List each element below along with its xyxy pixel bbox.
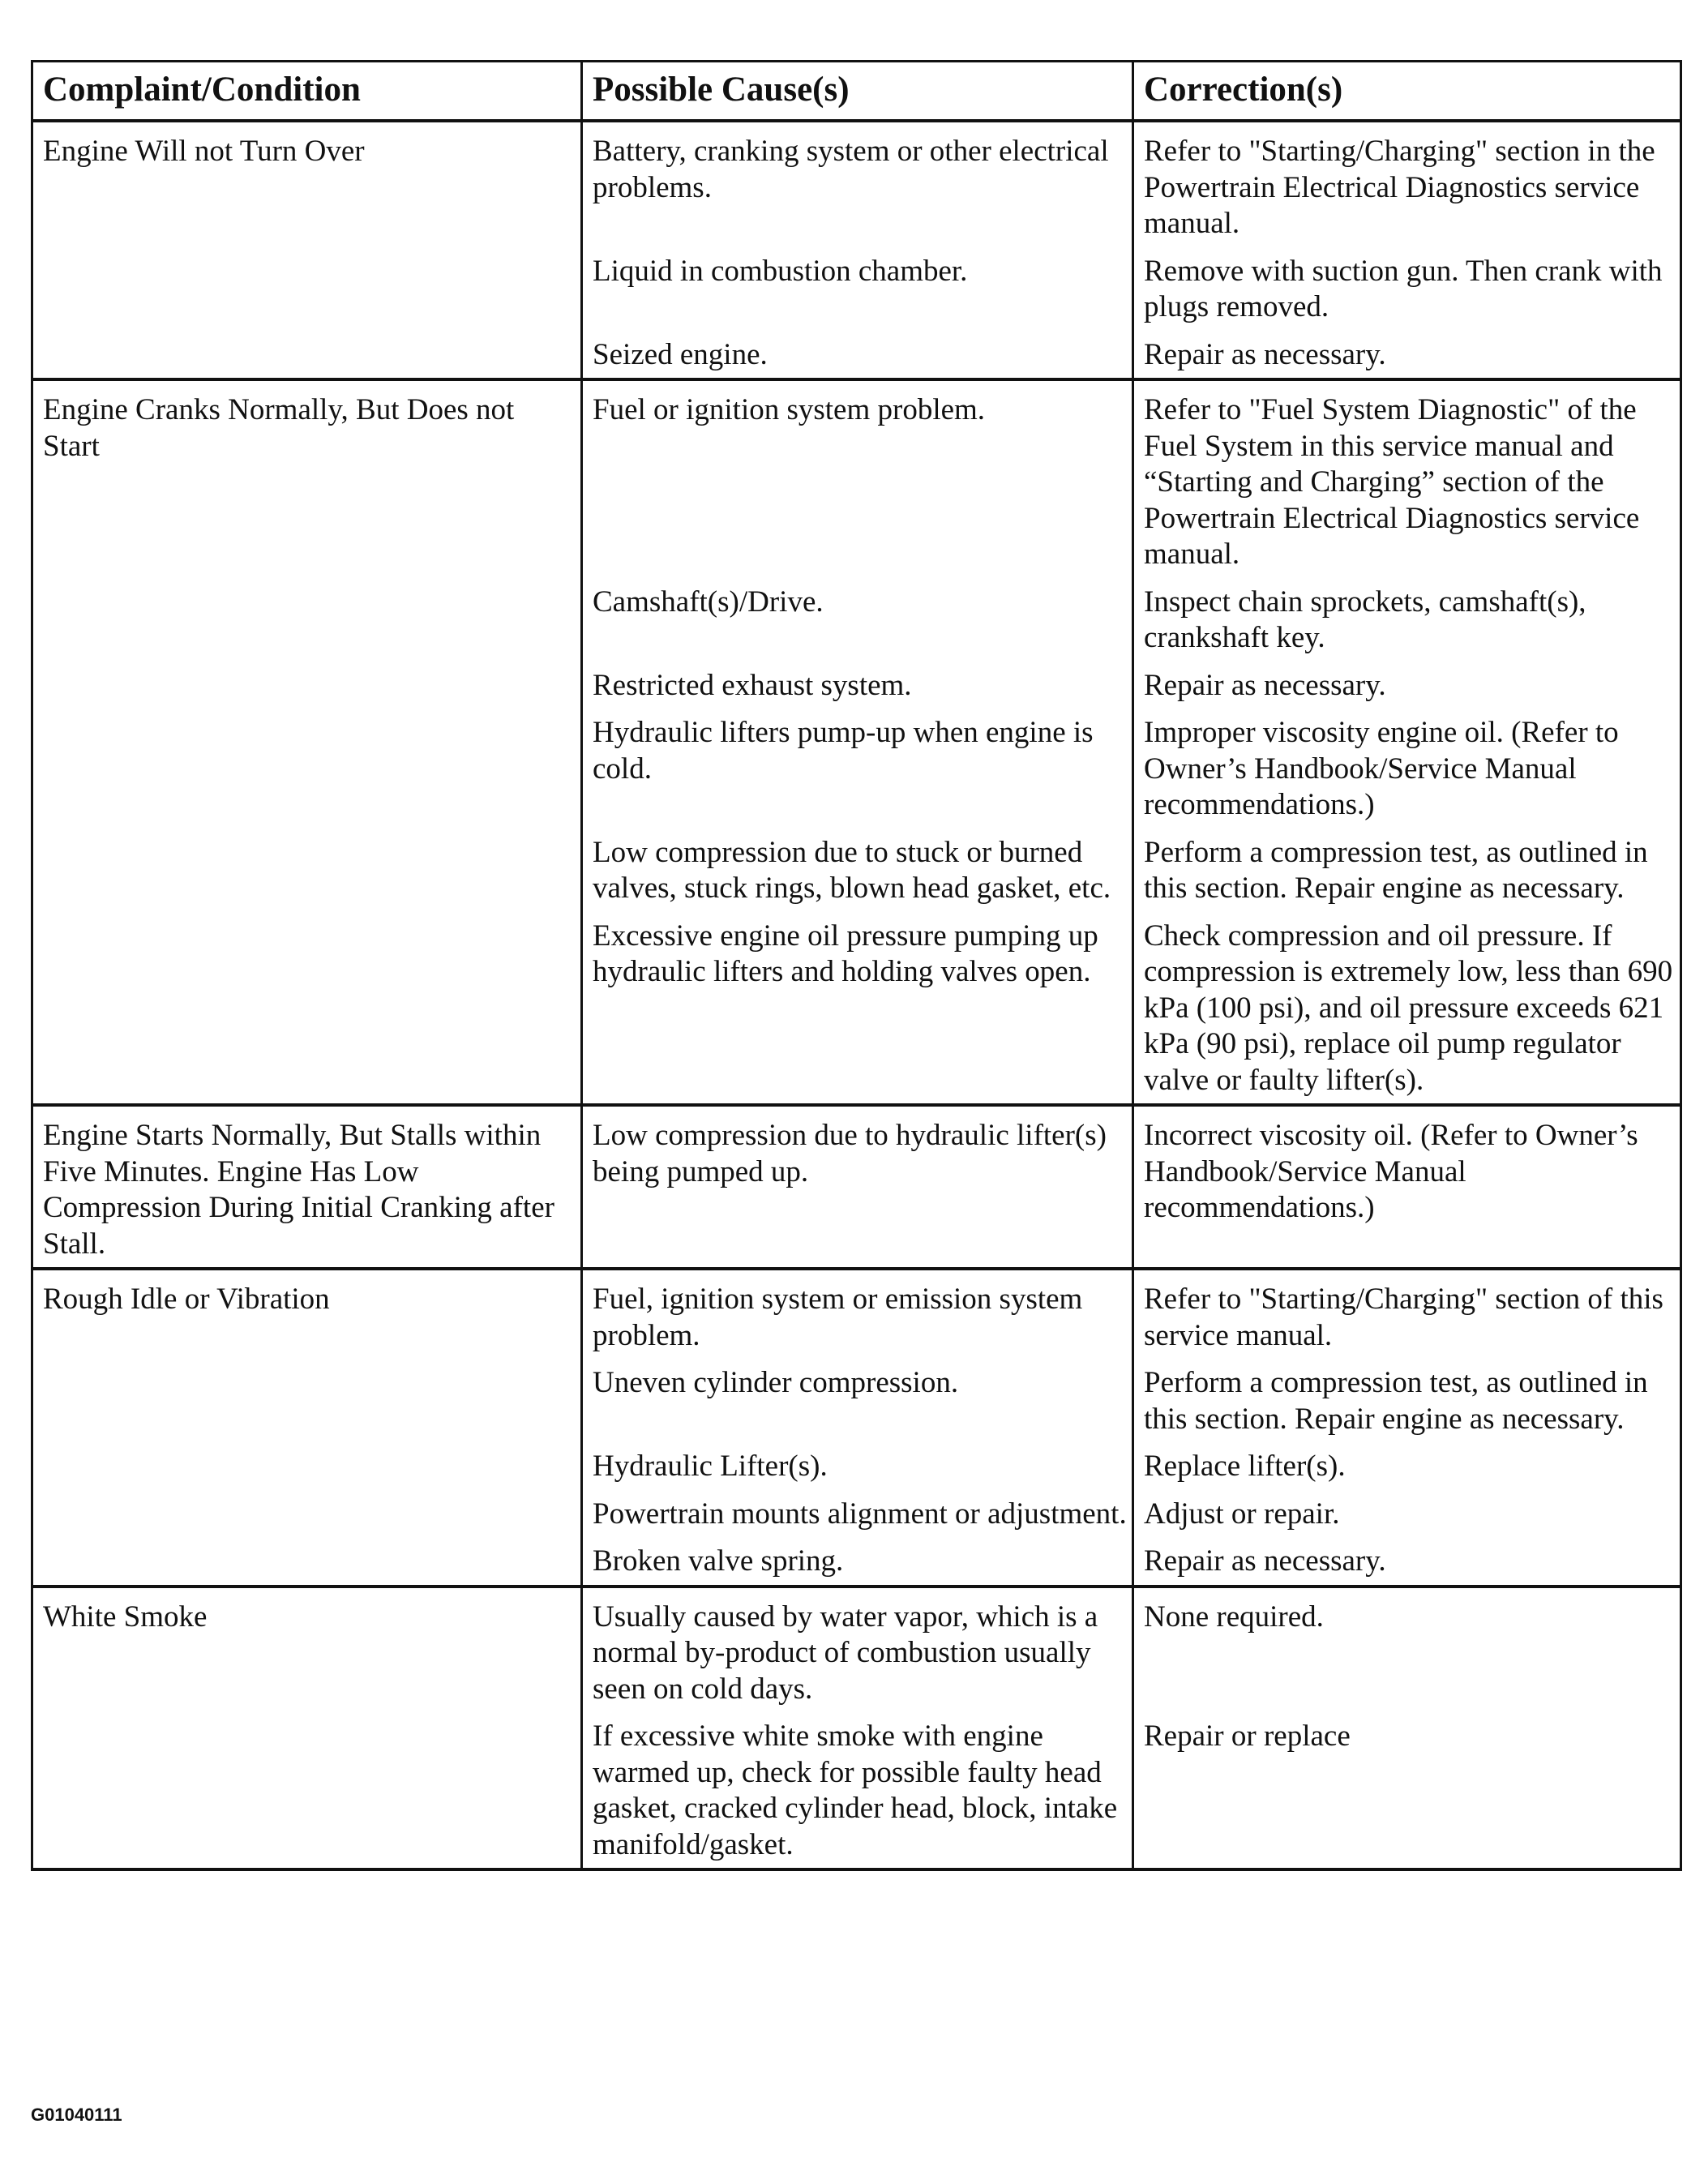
cause-cell: If excessive white smoke with engine warmed up, check for possible faulty head gasket, cracked cylinder head, block, intake manifold/gasket. (582, 1707, 1133, 1869)
correction-cell: Refer to "Fuel System Diagnostic" of the Fuel System in this service manual and “Starting and Charging” section of the Powertrain Electrical Diagnostics service manual. (1133, 379, 1681, 573)
cause-cell: Low compression due to stuck or burned valves, stuck rings, blown head gasket, etc. (582, 824, 1133, 907)
correction-cell: Improper viscosity engine oil. (Refer to Owner’s Handbook/Service Manual recommendations.) (1133, 704, 1681, 824)
cause-cell: Uneven cylinder compression. (582, 1354, 1133, 1437)
cause-cell: Fuel or ignition system problem. (582, 379, 1133, 573)
header-complaint: Complaint/Condition (32, 62, 582, 122)
table-row (32, 379, 1681, 573)
correction-cell: Adjust or repair. (1133, 1485, 1681, 1533)
correction-cell: None required. (1133, 1587, 1681, 1708)
diagnosis-table (31, 60, 1682, 1871)
correction-cell: Replace lifter(s). (1133, 1437, 1681, 1485)
cause-cell: Hydraulic lifters pump-up when engine is cold. (582, 704, 1133, 824)
table-header (32, 62, 1681, 122)
cause-cell: Fuel, ignition system or emission system problem. (582, 1269, 1133, 1354)
cause-cell: Broken valve spring. (582, 1532, 1133, 1587)
cause-cell: Seized engine. (582, 326, 1133, 380)
cause-cell: Restricted exhaust system. (582, 657, 1133, 704)
complaint-cell: Engine Will not Turn Over (32, 121, 582, 379)
header-row (32, 62, 1681, 122)
cause-cell: Powertrain mounts alignment or adjustment. (582, 1485, 1133, 1533)
cause-cell: Usually caused by water vapor, which is a normal by-product of combustion usually seen on cold days. (582, 1587, 1133, 1708)
correction-cell: Perform a compression test, as outlined in this section. Repair engine as necessary. (1133, 824, 1681, 907)
cause-cell: Camshaft(s)/Drive. (582, 573, 1133, 657)
correction-cell: Remove with suction gun. Then crank with plugs removed. (1133, 242, 1681, 326)
correction-cell: Repair as necessary. (1133, 1532, 1681, 1587)
figure-code: G01040111 (31, 2105, 122, 2125)
table-row (32, 121, 1681, 242)
header-correction: Correction(s) (1133, 62, 1681, 122)
header-cause: Possible Cause(s) (582, 62, 1133, 122)
cause-cell: Hydraulic Lifter(s). (582, 1437, 1133, 1485)
correction-cell: Inspect chain sprockets, camshaft(s), crankshaft key. (1133, 573, 1681, 657)
correction-cell: Incorrect viscosity oil. (Refer to Owner’s Handbook/Service Manual recommendations.) (1133, 1105, 1681, 1269)
correction-cell: Check compression and oil pressure. If compression is extremely low, less than 690 kPa (100 psi), and oil pressure exceeds 621 kPa (90 psi), replace oil pump regulator valve or faulty lifter(s). (1133, 907, 1681, 1106)
cause-cell: Battery, cranking system or other electrical problems. (582, 121, 1133, 242)
correction-cell: Repair or replace (1133, 1707, 1681, 1869)
complaint-cell: Engine Cranks Normally, But Does not Start (32, 379, 582, 1105)
correction-cell: Refer to "Starting/Charging" section in the Powertrain Electrical Diagnostics service manual. (1133, 121, 1681, 242)
correction-cell: Repair as necessary. (1133, 326, 1681, 380)
correction-cell: Refer to "Starting/Charging" section of this service manual. (1133, 1269, 1681, 1354)
cause-cell: Low compression due to hydraulic lifter(s) being pumped up. (582, 1105, 1133, 1269)
cause-cell: Excessive engine oil pressure pumping up hydraulic lifters and holding valves open. (582, 907, 1133, 1106)
complaint-cell: White Smoke (32, 1587, 582, 1870)
table-body (32, 121, 1681, 1869)
correction-cell: Perform a compression test, as outlined in this section. Repair engine as necessary. (1133, 1354, 1681, 1437)
complaint-cell: Rough Idle or Vibration (32, 1269, 582, 1587)
cause-cell: Liquid in combustion chamber. (582, 242, 1133, 326)
table-row (32, 1269, 1681, 1354)
table-row (32, 1587, 1681, 1708)
correction-cell: Repair as necessary. (1133, 657, 1681, 704)
complaint-cell: Engine Starts Normally, But Stalls within Five Minutes. Engine Has Low Compression During Initial Cranking after Stall. (32, 1105, 582, 1269)
table-row (32, 1105, 1681, 1269)
